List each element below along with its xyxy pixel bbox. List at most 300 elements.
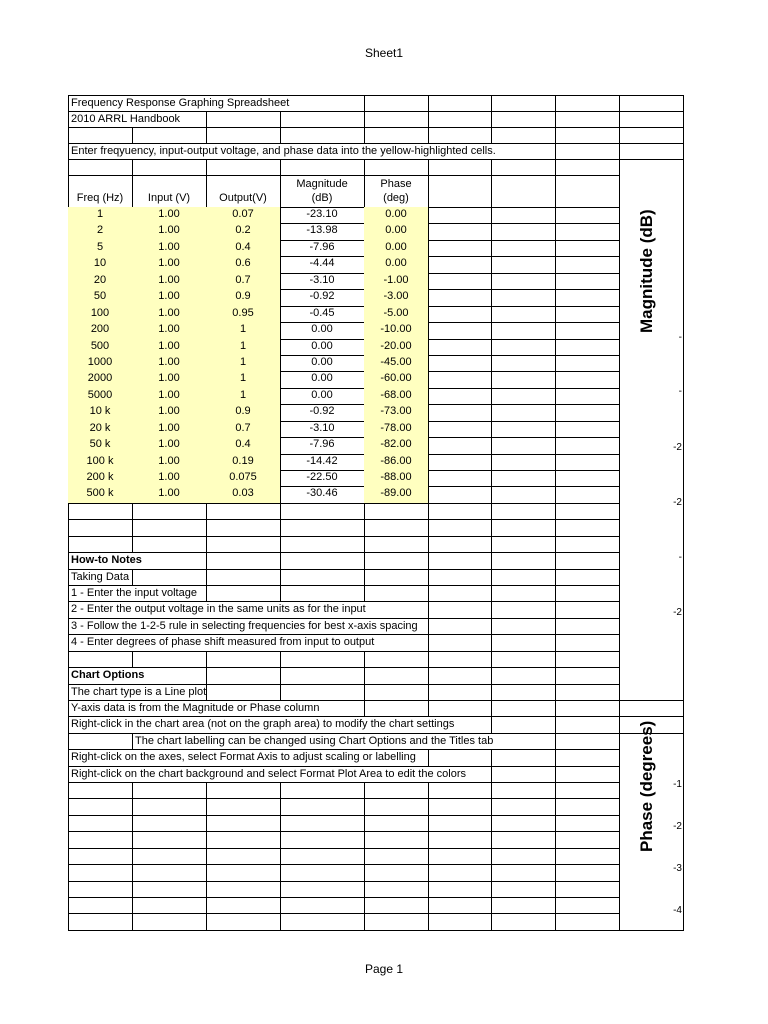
- sheet-cell[interactable]: [68, 127, 133, 144]
- data-cell[interactable]: -89.00: [364, 486, 429, 503]
- sheet-cell[interactable]: [491, 256, 556, 273]
- sheet-cell[interactable]: [491, 716, 556, 733]
- data-cell[interactable]: 1.00: [132, 486, 207, 503]
- sheet-cell[interactable]: [555, 749, 620, 766]
- sheet-cell[interactable]: [491, 585, 556, 602]
- sheet-cell[interactable]: [491, 881, 556, 898]
- sheet-cell[interactable]: [428, 700, 492, 717]
- data-cell[interactable]: -0.92: [280, 404, 365, 421]
- data-cell[interactable]: -4.44: [280, 256, 365, 273]
- data-cell[interactable]: -14.42: [280, 454, 365, 471]
- sheet-cell[interactable]: [428, 111, 492, 128]
- sheet-cell[interactable]: [491, 322, 556, 339]
- sheet-cell[interactable]: [280, 831, 365, 848]
- sheet-cell[interactable]: [206, 111, 281, 128]
- sheet-cell[interactable]: [428, 454, 492, 471]
- sheet-cell[interactable]: [68, 733, 133, 750]
- sheet-cell[interactable]: [428, 831, 492, 848]
- data-cell[interactable]: 1: [206, 371, 281, 388]
- sheet-cell[interactable]: [132, 503, 207, 520]
- sheet-cell[interactable]: [555, 798, 620, 815]
- sheet-cell[interactable]: [68, 782, 133, 799]
- sheet-cell[interactable]: [132, 127, 207, 144]
- sheet-cell[interactable]: [68, 536, 133, 553]
- sheet-cell[interactable]: [364, 782, 429, 799]
- sheet-cell[interactable]: [206, 864, 281, 881]
- data-cell[interactable]: 0.9: [206, 404, 281, 421]
- sheet-cell[interactable]: [555, 388, 620, 405]
- sheet-cell[interactable]: [68, 897, 133, 914]
- column-header[interactable]: [132, 175, 207, 208]
- sheet-cell[interactable]: [364, 127, 429, 144]
- sheet-cell[interactable]: [491, 289, 556, 306]
- data-cell[interactable]: 10: [68, 256, 133, 273]
- sheet-cell[interactable]: [428, 815, 492, 832]
- sheet-cell[interactable]: [428, 552, 492, 569]
- sheet-cell[interactable]: [491, 273, 556, 290]
- sheet-cell[interactable]: [491, 143, 556, 160]
- data-cell[interactable]: -7.96: [280, 437, 365, 454]
- sheet-cell[interactable]: [280, 913, 365, 930]
- sheet-cell[interactable]: [132, 651, 207, 668]
- data-cell[interactable]: 0.00: [280, 371, 365, 388]
- data-cell[interactable]: 1: [206, 322, 281, 339]
- sheet-cell[interactable]: [555, 339, 620, 356]
- data-cell[interactable]: 1.00: [132, 454, 207, 471]
- sheet-cell[interactable]: [428, 618, 492, 635]
- sheet-cell[interactable]: [491, 470, 556, 487]
- sheet-cell[interactable]: [68, 913, 133, 930]
- sheet-cell[interactable]: [491, 815, 556, 832]
- sheet-cell[interactable]: [280, 503, 365, 520]
- sheet-cell[interactable]: [428, 601, 492, 618]
- data-cell[interactable]: 1.00: [132, 470, 207, 487]
- sheet-cell[interactable]: [491, 111, 556, 128]
- sheet-cell[interactable]: [491, 651, 556, 668]
- sheet-cell[interactable]: [428, 371, 492, 388]
- sheet-cell[interactable]: [206, 536, 281, 553]
- sheet-cell[interactable]: [555, 256, 620, 273]
- sheet-cell[interactable]: [619, 143, 684, 160]
- sheet-cell[interactable]: [491, 437, 556, 454]
- sheet-cell[interactable]: [280, 798, 365, 815]
- sheet-cell[interactable]: [428, 848, 492, 865]
- sheet-cell[interactable]: [428, 864, 492, 881]
- sheet-cell[interactable]: [555, 897, 620, 914]
- data-cell[interactable]: 20 k: [68, 421, 133, 438]
- data-cell[interactable]: 0.19: [206, 454, 281, 471]
- data-cell[interactable]: 0.075: [206, 470, 281, 487]
- sheet-cell[interactable]: [132, 831, 207, 848]
- sheet-cell[interactable]: [491, 339, 556, 356]
- column-header[interactable]: [280, 175, 365, 208]
- sheet-cell[interactable]: [491, 684, 556, 701]
- sheet-cell[interactable]: [555, 601, 620, 618]
- sheet-cell[interactable]: [428, 585, 492, 602]
- sheet-cell[interactable]: [555, 470, 620, 487]
- sheet-cell[interactable]: [555, 519, 620, 536]
- sheet-cell[interactable]: [428, 486, 492, 503]
- data-cell[interactable]: 0.00: [280, 322, 365, 339]
- data-cell[interactable]: -0.92: [280, 289, 365, 306]
- data-cell[interactable]: 0.2: [206, 223, 281, 240]
- data-cell[interactable]: 0.4: [206, 240, 281, 257]
- data-cell[interactable]: -3.10: [280, 273, 365, 290]
- data-cell[interactable]: 1.00: [132, 355, 207, 372]
- sheet-cell[interactable]: [619, 111, 684, 128]
- sheet-cell[interactable]: [280, 815, 365, 832]
- sheet-cell[interactable]: [555, 143, 620, 160]
- sheet-cell[interactable]: [428, 175, 492, 208]
- sheet-cell[interactable]: [68, 503, 133, 520]
- data-cell[interactable]: 1.00: [132, 306, 207, 323]
- sheet-cell[interactable]: [491, 306, 556, 323]
- sheet-cell[interactable]: [280, 881, 365, 898]
- data-cell[interactable]: 100: [68, 306, 133, 323]
- data-cell[interactable]: 1.00: [132, 404, 207, 421]
- sheet-cell[interactable]: [68, 815, 133, 832]
- data-cell[interactable]: -78.00: [364, 421, 429, 438]
- sheet-cell[interactable]: [491, 667, 556, 684]
- sheet-cell[interactable]: [555, 322, 620, 339]
- sheet-cell[interactable]: [280, 159, 365, 176]
- sheet-cell[interactable]: [491, 618, 556, 635]
- data-cell[interactable]: 1.00: [132, 289, 207, 306]
- data-cell[interactable]: -5.00: [364, 306, 429, 323]
- sheet-cell[interactable]: [491, 223, 556, 240]
- sheet-cell[interactable]: [428, 388, 492, 405]
- sheet-cell[interactable]: [364, 651, 429, 668]
- sheet-cell[interactable]: [206, 815, 281, 832]
- sheet-cell[interactable]: [491, 159, 556, 176]
- column-header[interactable]: [364, 175, 429, 208]
- sheet-cell[interactable]: [68, 864, 133, 881]
- data-cell[interactable]: 0.95: [206, 306, 281, 323]
- data-cell[interactable]: 50: [68, 289, 133, 306]
- data-cell[interactable]: 500: [68, 339, 133, 356]
- sheet-cell[interactable]: [428, 749, 492, 766]
- sheet-cell[interactable]: [619, 127, 684, 144]
- sheet-cell[interactable]: [68, 159, 133, 176]
- sheet-cell[interactable]: [132, 536, 207, 553]
- sheet-cell[interactable]: [364, 815, 429, 832]
- sheet-cell[interactable]: [428, 223, 492, 240]
- sheet-cell[interactable]: [555, 733, 620, 750]
- data-cell[interactable]: -82.00: [364, 437, 429, 454]
- data-cell[interactable]: 1.00: [132, 240, 207, 257]
- sheet-cell[interactable]: [491, 601, 556, 618]
- sheet-cell[interactable]: [428, 881, 492, 898]
- sheet-cell[interactable]: [555, 175, 620, 208]
- sheet-cell[interactable]: [206, 831, 281, 848]
- sheet-cell[interactable]: [491, 421, 556, 438]
- sheet-cell[interactable]: [555, 486, 620, 503]
- data-cell[interactable]: -3.00: [364, 289, 429, 306]
- sheet-cell[interactable]: [280, 651, 365, 668]
- sheet-cell[interactable]: [428, 240, 492, 257]
- sheet-cell[interactable]: [428, 322, 492, 339]
- sheet-cell[interactable]: [555, 569, 620, 586]
- sheet-cell[interactable]: [206, 585, 281, 602]
- sheet-cell[interactable]: [132, 815, 207, 832]
- data-cell[interactable]: 0.00: [280, 355, 365, 372]
- data-cell[interactable]: 1000: [68, 355, 133, 372]
- sheet-cell[interactable]: [555, 111, 620, 128]
- sheet-cell[interactable]: [491, 700, 556, 717]
- data-cell[interactable]: 0.9: [206, 289, 281, 306]
- sheet-cell[interactable]: [206, 519, 281, 536]
- sheet-cell[interactable]: [428, 667, 492, 684]
- data-cell[interactable]: 1.00: [132, 339, 207, 356]
- sheet-cell[interactable]: [206, 913, 281, 930]
- sheet-cell[interactable]: [206, 503, 281, 520]
- sheet-cell[interactable]: [428, 782, 492, 799]
- data-cell[interactable]: 0.6: [206, 256, 281, 273]
- sheet-cell[interactable]: [428, 339, 492, 356]
- sheet-cell[interactable]: [428, 651, 492, 668]
- sheet-cell[interactable]: [428, 256, 492, 273]
- data-cell[interactable]: 0.00: [364, 207, 429, 224]
- data-cell[interactable]: -86.00: [364, 454, 429, 471]
- sheet-cell[interactable]: [428, 207, 492, 224]
- data-cell[interactable]: 0.4: [206, 437, 281, 454]
- sheet-cell[interactable]: [68, 519, 133, 536]
- sheet-cell[interactable]: [206, 651, 281, 668]
- sheet-cell[interactable]: [428, 421, 492, 438]
- data-cell[interactable]: 0.00: [364, 256, 429, 273]
- sheet-cell[interactable]: [280, 585, 365, 602]
- sheet-cell[interactable]: [132, 159, 207, 176]
- sheet-cell[interactable]: [132, 782, 207, 799]
- sheet-cell[interactable]: [364, 159, 429, 176]
- sheet-cell[interactable]: [428, 306, 492, 323]
- sheet-cell[interactable]: [280, 111, 365, 128]
- sheet-cell[interactable]: [491, 207, 556, 224]
- sheet-cell[interactable]: [555, 421, 620, 438]
- sheet-cell[interactable]: [132, 881, 207, 898]
- data-cell[interactable]: 1.00: [132, 371, 207, 388]
- sheet-cell[interactable]: [491, 749, 556, 766]
- sheet-cell[interactable]: [280, 782, 365, 799]
- sheet-cell[interactable]: [364, 552, 429, 569]
- data-cell[interactable]: 50 k: [68, 437, 133, 454]
- data-cell[interactable]: 0.03: [206, 486, 281, 503]
- sheet-cell[interactable]: [280, 127, 365, 144]
- data-cell[interactable]: 1.00: [132, 322, 207, 339]
- sheet-cell[interactable]: [68, 798, 133, 815]
- sheet-cell[interactable]: [280, 95, 365, 112]
- sheet-cell[interactable]: [280, 848, 365, 865]
- sheet-cell[interactable]: [428, 913, 492, 930]
- sheet-cell[interactable]: [555, 552, 620, 569]
- sheet-cell[interactable]: [206, 897, 281, 914]
- sheet-cell[interactable]: [491, 371, 556, 388]
- sheet-cell[interactable]: [428, 798, 492, 815]
- sheet-cell[interactable]: [555, 95, 620, 112]
- sheet-cell[interactable]: [491, 503, 556, 520]
- sheet-cell[interactable]: [206, 684, 281, 701]
- data-cell[interactable]: 1.00: [132, 207, 207, 224]
- sheet-cell[interactable]: [206, 127, 281, 144]
- sheet-cell[interactable]: [206, 881, 281, 898]
- sheet-cell[interactable]: [555, 207, 620, 224]
- sheet-cell[interactable]: [491, 569, 556, 586]
- sheet-cell[interactable]: [428, 503, 492, 520]
- data-cell[interactable]: 2000: [68, 371, 133, 388]
- data-cell[interactable]: -13.98: [280, 223, 365, 240]
- sheet-cell[interactable]: [555, 634, 620, 651]
- sheet-cell[interactable]: [491, 127, 556, 144]
- sheet-cell[interactable]: [555, 684, 620, 701]
- sheet-cell[interactable]: [428, 95, 492, 112]
- sheet-cell[interactable]: [491, 733, 556, 750]
- sheet-cell[interactable]: [491, 831, 556, 848]
- sheet-cell[interactable]: [364, 864, 429, 881]
- sheet-cell[interactable]: [555, 716, 620, 733]
- sheet-cell[interactable]: [555, 371, 620, 388]
- sheet-cell[interactable]: [491, 404, 556, 421]
- sheet-cell[interactable]: [491, 95, 556, 112]
- sheet-cell[interactable]: [491, 175, 556, 208]
- sheet-cell[interactable]: [491, 355, 556, 372]
- sheet-cell[interactable]: [428, 355, 492, 372]
- data-cell[interactable]: -88.00: [364, 470, 429, 487]
- sheet-cell[interactable]: [491, 454, 556, 471]
- sheet-cell[interactable]: [364, 881, 429, 898]
- sheet-cell[interactable]: [364, 848, 429, 865]
- sheet-cell[interactable]: [280, 864, 365, 881]
- sheet-cell[interactable]: [555, 913, 620, 930]
- sheet-cell[interactable]: [206, 159, 281, 176]
- sheet-cell[interactable]: [491, 864, 556, 881]
- data-cell[interactable]: -30.46: [280, 486, 365, 503]
- sheet-cell[interactable]: [132, 569, 207, 586]
- sheet-cell[interactable]: [555, 127, 620, 144]
- sheet-cell[interactable]: [428, 437, 492, 454]
- column-header[interactable]: [68, 175, 133, 208]
- sheet-cell[interactable]: [428, 470, 492, 487]
- sheet-cell[interactable]: [68, 651, 133, 668]
- sheet-cell[interactable]: [428, 684, 492, 701]
- sheet-cell[interactable]: [206, 552, 281, 569]
- data-cell[interactable]: 100 k: [68, 454, 133, 471]
- data-cell[interactable]: 1.00: [132, 273, 207, 290]
- data-cell[interactable]: 5: [68, 240, 133, 257]
- data-cell[interactable]: -60.00: [364, 371, 429, 388]
- data-cell[interactable]: -10.00: [364, 322, 429, 339]
- sheet-cell[interactable]: [555, 240, 620, 257]
- data-cell[interactable]: 0.00: [364, 240, 429, 257]
- sheet-cell[interactable]: [619, 700, 684, 717]
- sheet-cell[interactable]: [428, 897, 492, 914]
- sheet-cell[interactable]: [132, 864, 207, 881]
- sheet-cell[interactable]: [364, 700, 429, 717]
- sheet-cell[interactable]: [428, 289, 492, 306]
- data-cell[interactable]: 1.00: [132, 256, 207, 273]
- sheet-cell[interactable]: [428, 519, 492, 536]
- sheet-cell[interactable]: [428, 569, 492, 586]
- sheet-cell[interactable]: [555, 536, 620, 553]
- data-cell[interactable]: -0.45: [280, 306, 365, 323]
- sheet-cell[interactable]: [364, 503, 429, 520]
- sheet-cell[interactable]: [555, 454, 620, 471]
- sheet-cell[interactable]: [280, 667, 365, 684]
- sheet-cell[interactable]: [491, 913, 556, 930]
- data-cell[interactable]: 0.7: [206, 273, 281, 290]
- sheet-cell[interactable]: [491, 552, 556, 569]
- sheet-cell[interactable]: [491, 240, 556, 257]
- sheet-cell[interactable]: [280, 552, 365, 569]
- data-cell[interactable]: 0.00: [280, 339, 365, 356]
- data-cell[interactable]: 1: [206, 388, 281, 405]
- data-cell[interactable]: -3.10: [280, 421, 365, 438]
- sheet-cell[interactable]: [364, 684, 429, 701]
- sheet-cell[interactable]: [364, 601, 429, 618]
- sheet-cell[interactable]: [428, 404, 492, 421]
- sheet-cell[interactable]: [555, 437, 620, 454]
- sheet-cell[interactable]: [280, 536, 365, 553]
- sheet-cell[interactable]: [132, 913, 207, 930]
- sheet-cell[interactable]: [364, 897, 429, 914]
- sheet-cell[interactable]: [132, 519, 207, 536]
- data-cell[interactable]: -20.00: [364, 339, 429, 356]
- data-cell[interactable]: 0.7: [206, 421, 281, 438]
- sheet-cell[interactable]: [68, 848, 133, 865]
- sheet-cell[interactable]: [280, 684, 365, 701]
- data-cell[interactable]: 1.00: [132, 223, 207, 240]
- data-cell[interactable]: 5000: [68, 388, 133, 405]
- data-cell[interactable]: -73.00: [364, 404, 429, 421]
- data-cell[interactable]: 20: [68, 273, 133, 290]
- sheet-cell[interactable]: [491, 634, 556, 651]
- sheet-cell[interactable]: [555, 585, 620, 602]
- sheet-cell[interactable]: [491, 848, 556, 865]
- sheet-cell[interactable]: [555, 831, 620, 848]
- sheet-cell[interactable]: [364, 111, 429, 128]
- sheet-cell[interactable]: [206, 569, 281, 586]
- sheet-cell[interactable]: [555, 273, 620, 290]
- data-cell[interactable]: 10 k: [68, 404, 133, 421]
- sheet-cell[interactable]: [206, 782, 281, 799]
- sheet-cell[interactable]: [428, 159, 492, 176]
- sheet-cell[interactable]: [364, 569, 429, 586]
- sheet-cell[interactable]: [555, 864, 620, 881]
- sheet-cell[interactable]: [555, 651, 620, 668]
- data-cell[interactable]: -45.00: [364, 355, 429, 372]
- sheet-cell[interactable]: [364, 95, 429, 112]
- sheet-cell[interactable]: [428, 536, 492, 553]
- sheet-cell[interactable]: [491, 536, 556, 553]
- data-cell[interactable]: 2: [68, 223, 133, 240]
- sheet-cell[interactable]: [555, 766, 620, 783]
- data-cell[interactable]: 1.00: [132, 437, 207, 454]
- sheet-cell[interactable]: [132, 897, 207, 914]
- sheet-cell[interactable]: [68, 831, 133, 848]
- sheet-cell[interactable]: [364, 585, 429, 602]
- sheet-cell[interactable]: [132, 798, 207, 815]
- sheet-cell[interactable]: [132, 848, 207, 865]
- sheet-cell[interactable]: [491, 388, 556, 405]
- sheet-cell[interactable]: [280, 897, 365, 914]
- sheet-cell[interactable]: [555, 881, 620, 898]
- sheet-cell[interactable]: [428, 273, 492, 290]
- sheet-cell[interactable]: [364, 831, 429, 848]
- sheet-cell[interactable]: [555, 700, 620, 717]
- sheet-cell[interactable]: [206, 667, 281, 684]
- data-cell[interactable]: 0.07: [206, 207, 281, 224]
- sheet-cell[interactable]: [428, 634, 492, 651]
- sheet-cell[interactable]: [555, 404, 620, 421]
